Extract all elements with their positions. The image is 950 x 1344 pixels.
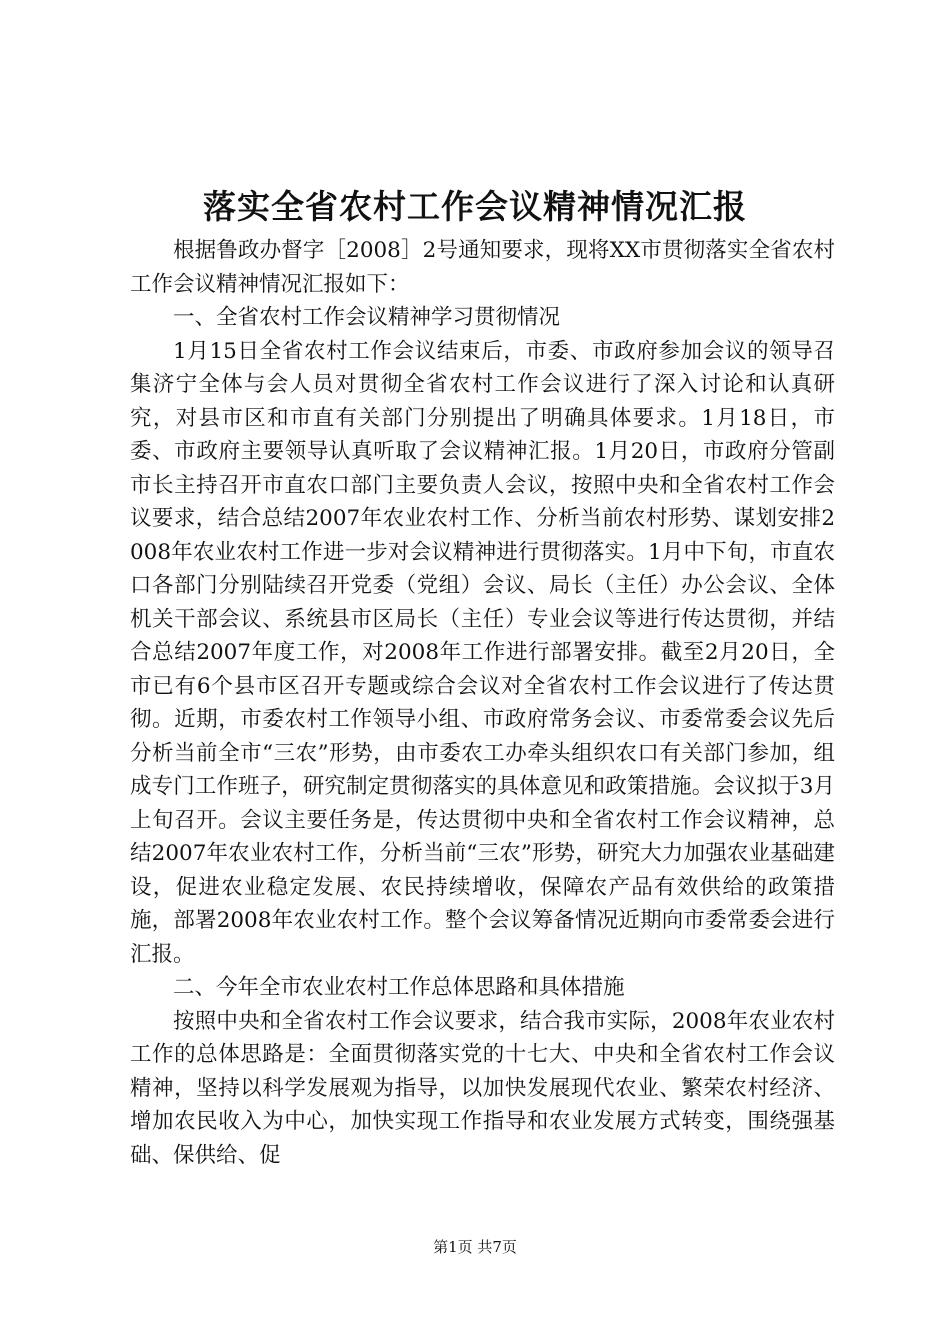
paragraph-intro: 根据鲁政办督字［2008］2号通知要求，现将XX市贯彻落实全省农村工作会议精神情况汇报如下： <box>130 238 835 297</box>
page-footer: 第1页 共7页 <box>433 1238 517 1256</box>
section-heading-2: 二、今年全市农业农村工作总体思路和具体措施 <box>173 975 625 1000</box>
document-body <box>130 234 835 1172</box>
paragraph-section-2: 按照中央和全省农村工作会议要求，结合我市实际，2008年农业农村工作的总体思路是：全面贯彻落实党的十七大、中央和全省农村工作会议精神，坚持以科学发展观为指导，以加快发展现代农业、繁荣农村经济、增加农民收入为中心，加快实现工作指导和农业发展方式转变，围绕强基础、保供给、促 <box>130 1008 835 1168</box>
section-heading-1: 一、全省农村工作会议精神学习贯彻情况 <box>173 305 561 330</box>
paragraph-section-1: 1月15日全省农村工作会议结束后，市委、市政府参加会议的领导召集济宁全体与会人员对贯彻全省农村工作会议进行了深入讨论和认真研究，对县市区和市直有关部门分别提出了明确具体要求。1月18日，市委、市政府主要领导认真听取了会议精神汇报。1月20日，市政府分管副市长主持召开市直农口部门主要负责人会议，按照中央和全省农村工作会议要求，结合总结2007年农业农村工作、分析当前农村形势、谋划安排2008年农业农村工作进一步对会议精神进行贯彻落实。1月中下旬，市直农口各部门分别陆续召开党委（党组）会议、局长（主任）办公会议、全体机关干部会议、系统县市区局长（主任）专业会议等进行传达贯彻，并结合总结2007年度工作，对2008年工作进行部署安排。截至2月20日，全市已有6个县市区召开专题或综合会议对全省农村工作会议进行了传达贯彻。近期，市委农村工作领导小组、市政府常务会议、市委常委会议先后分析当前全市“三农”形势，由市委农工办牵头组织农口有关部门参加，组成专门工作班子，研究制定贯彻落实的具体意见和政策措施。会议拟于3月上旬召开。会议主要任务是，传达贯彻中央和全省农村工作会议精神，总结2007年农业农村工作，分析当前“三农”形势，研究大力加强农业基础建设，促进农业稳定发展、农民持续增收，保障农产品有效供给的政策措施，部署2008年农业农村工作。整个会议筹备情况近期向市委常委会进行汇报。 <box>130 338 835 967</box>
document-title: 落实全省农村工作会议精神情况汇报 <box>203 187 747 226</box>
